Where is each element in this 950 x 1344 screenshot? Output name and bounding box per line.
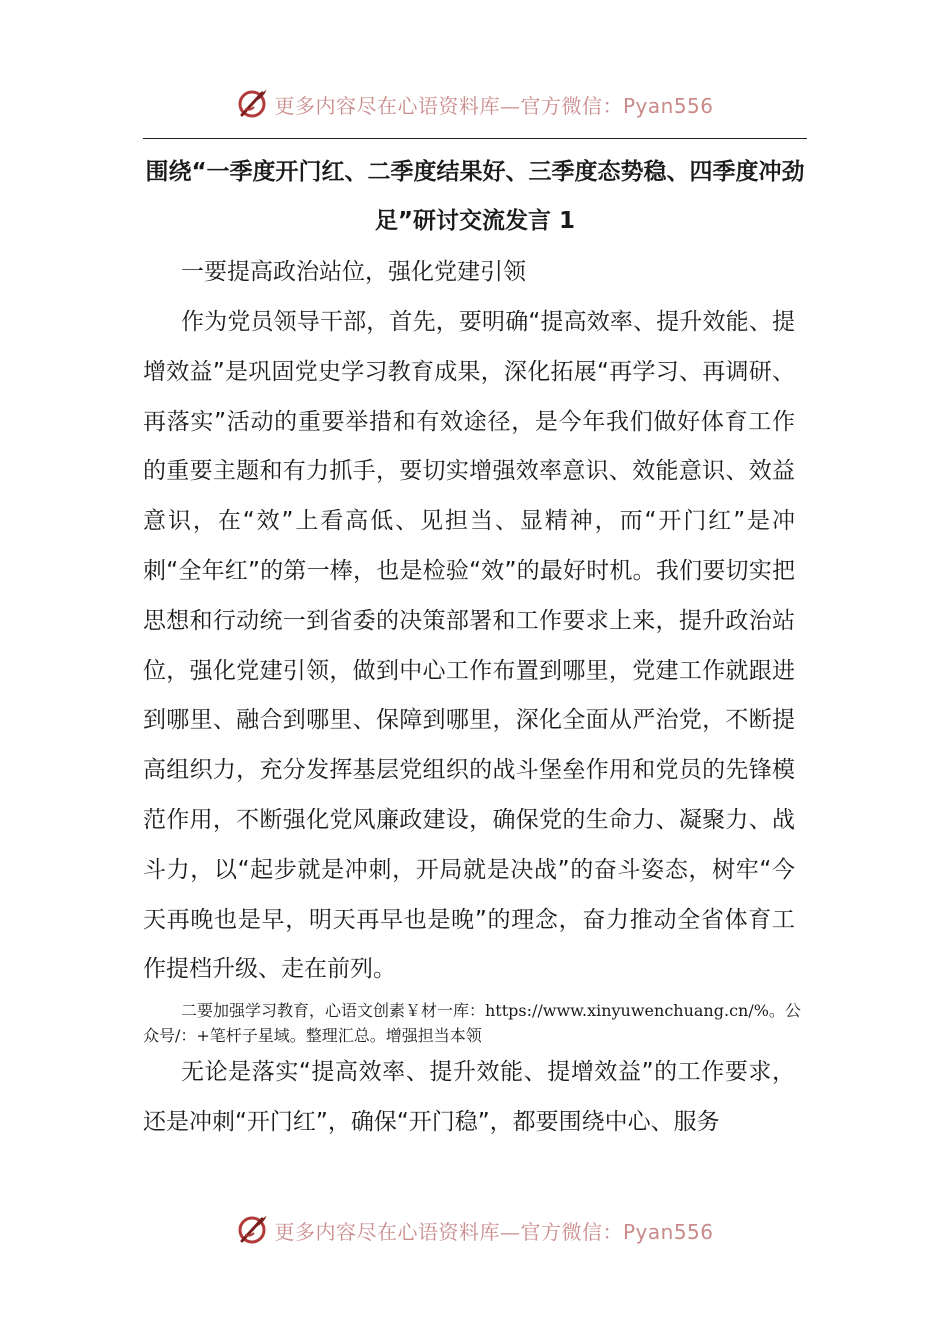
section-1-body: 作为党员领导干部，首先，要明确“提高效率、提升效能、提增效益”是巩固党史学习教育成果，深化拓展“再学习、再调研、再落实”活动的重要举措和有效途径，是今年我们做好体育工作的重要主题和有力抓手，要切实增强效率意识、效能意识、效益意识，在“效”上看高低、见担当、显精神，而“开门红”是冲刺“全年红”的第一棒，也是检验“效”的最好时机。我们要切实把思想和行动统一到省委的决策部署和工作要求上来，提升政治站位，强化党建引领，做到中心工作布置到哪里，党建工作就跟进到哪里、融合到哪里、保障到哪里，深化全面从严治党，不断提高组织力，充分发挥基层党组织的战斗堡垒作用和党员的先锋模范作用，不断强化党风廉政建设，确保党的生命力、凝聚力、战斗力，以“起步就是冲刺，开局就是决战”的奋斗姿态，树牢“今天再晚也是早，明天再早也是晚”的理念，奋力推动全省体育工作提档升级、走在前列。	[143, 309, 795, 983]
banner-wechat-id: Pyan556	[622, 93, 714, 118]
banner-wechat-id: Pyan556	[622, 1219, 714, 1244]
banner-main-text: 更多内容尽在心语资料库—官方微信：	[274, 93, 623, 118]
header-watermark-banner	[0, 84, 950, 124]
document-title: 围绕“一季度开门红、二季度结果好、三季度态势稳、四季度冲劲足”研讨交流发言 1	[145, 159, 805, 234]
banner-main-text: 更多内容尽在心语资料库—官方微信：	[274, 1219, 623, 1244]
banner-text	[274, 1216, 713, 1245]
section-2-body: 无论是落实“提高效率、提升效能、提增效益”的工作要求，还是冲刺“开门红”，确保“开门稳”，都要围绕中心、服务	[143, 1059, 795, 1135]
banner-text	[274, 90, 713, 119]
quill-logo-icon	[236, 87, 270, 121]
section-2-heading-note: 二要加强学习教育，心语文创素￥材一库：https://www.xinyuwenchuang.cn/%。公众号/：+笔杆子星域。整理汇总。增强担当本领	[143, 1001, 801, 1045]
footer-watermark-banner	[0, 1210, 950, 1250]
quill-logo-icon	[236, 1213, 270, 1247]
section-1-heading: 一要提高政治站位，强化党建引领	[181, 259, 526, 285]
header-divider	[143, 138, 807, 139]
